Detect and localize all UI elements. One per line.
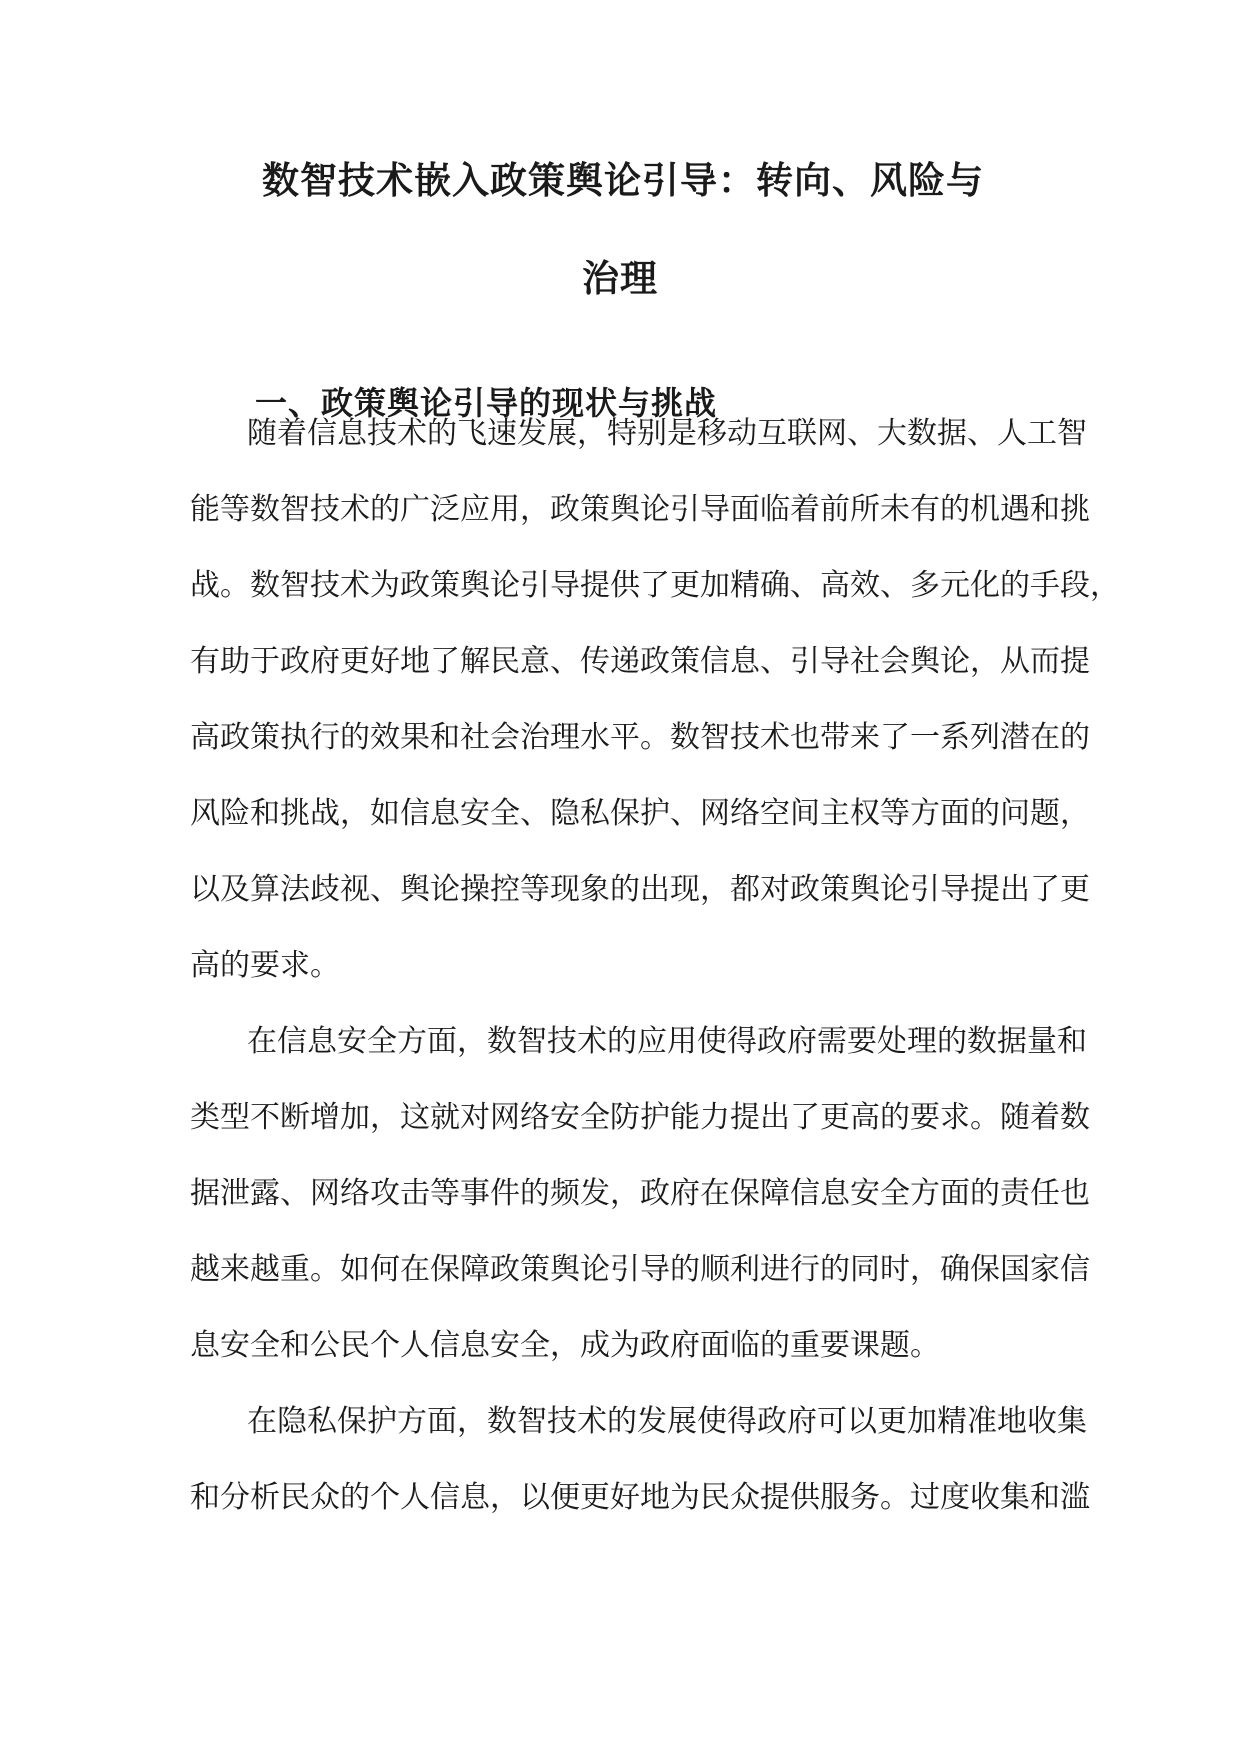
paragraph-line: 越来越重。如何在保障政策舆论引导的顺利进行的同时，确保国家信 xyxy=(190,1252,1090,1287)
document-title-line-1: 数智技术嵌入政策舆论引导：转向、风险与 xyxy=(262,158,984,202)
paragraph-line: 高政策执行的效果和社会治理水平。数智技术也带来了一系列潜在的 xyxy=(190,720,1090,755)
section-heading: 一、政策舆论引导的现状与挑战 xyxy=(255,384,718,422)
document-title-line-2: 治理 xyxy=(582,256,658,300)
paragraph-line: 类型不断增加，这就对网络安全防护能力提出了更高的要求。随着数 xyxy=(190,1100,1090,1135)
paragraph-line: 在隐私保护方面，数智技术的发展使得政府可以更加精准地收集 xyxy=(247,1404,1087,1439)
paragraph-line: 有助于政府更好地了解民意、传递政策信息、引导社会舆论，从而提 xyxy=(190,644,1090,679)
paragraph-line: 战。数智技术为政策舆论引导提供了更加精确、高效、多元化的手段， xyxy=(190,568,1120,603)
paragraph-line: 能等数智技术的广泛应用，政策舆论引导面临着前所未有的机遇和挑 xyxy=(190,492,1090,527)
paragraph-line: 在信息安全方面，数智技术的应用使得政府需要处理的数据量和 xyxy=(247,1024,1087,1059)
paragraph-line: 高的要求。 xyxy=(190,948,340,983)
paragraph-line: 随着信息技术的飞速发展，特别是移动互联网、大数据、人工智 xyxy=(247,416,1087,451)
paragraph-line: 和分析民众的个人信息，以便更好地为民众提供服务。过度收集和滥 xyxy=(190,1480,1090,1515)
paragraph-line: 风险和挑战，如信息安全、隐私保护、网络空间主权等方面的问题， xyxy=(190,796,1090,831)
paragraph-line: 据泄露、网络攻击等事件的频发，政府在保障信息安全方面的责任也 xyxy=(190,1176,1090,1211)
paragraph-line: 息安全和公民个人信息安全，成为政府面临的重要课题。 xyxy=(190,1328,940,1363)
paragraph-line: 以及算法歧视、舆论操控等现象的出现，都对政策舆论引导提出了更 xyxy=(190,872,1090,907)
